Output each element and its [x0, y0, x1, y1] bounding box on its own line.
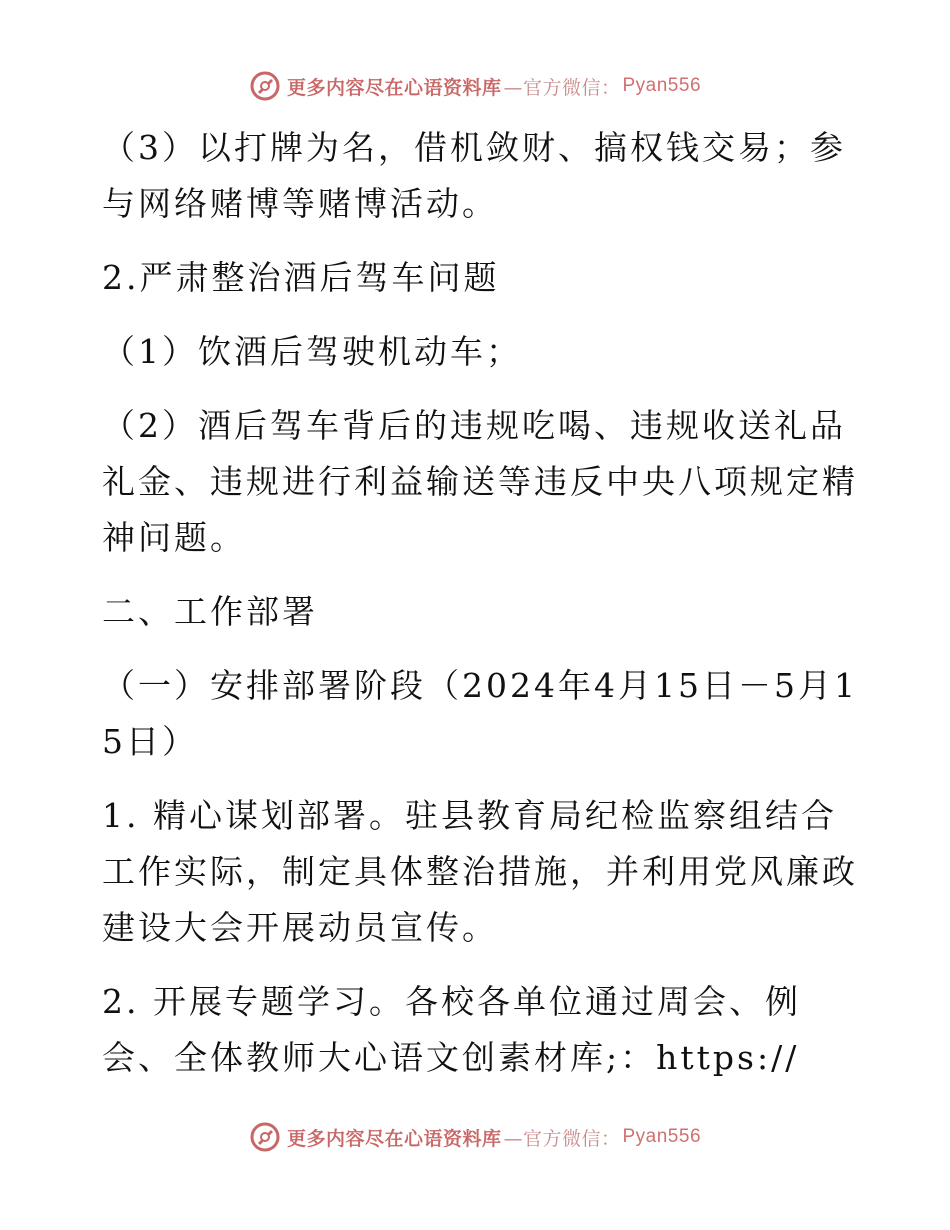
logo-icon	[249, 1121, 281, 1153]
paragraph-6: （一）安排部署阶段（2024年4月15日－5月15日）	[102, 666, 858, 761]
watermark-wechat-id: Pyan556	[622, 75, 702, 96]
header-watermark	[0, 70, 950, 102]
footer-watermark	[0, 1121, 950, 1153]
paragraph-3: （1）饮酒后驾驶机动车；	[102, 332, 522, 371]
paragraph-8: 2. 开展专题学习。各校各单位通过周会、例会、全体教师大心语文创素材库;：https://	[102, 982, 801, 1077]
logo-icon	[249, 70, 281, 102]
paragraph-2: 2.严肃整治酒后驾车问题	[102, 258, 500, 297]
section-heading-2: 二、工作部署	[102, 592, 318, 631]
watermark-main-text: 更多内容尽在心语资料库	[286, 76, 502, 99]
paragraph-1: （3）以打牌为名，借机敛财、搞权钱交易；参与网络赌博等赌博活动。	[102, 128, 846, 223]
watermark-sub-text: —官方微信：	[503, 76, 621, 99]
watermark-main-text: 更多内容尽在心语资料库	[286, 1127, 502, 1150]
watermark-sub-text: —官方微信：	[503, 1127, 621, 1150]
paragraph-4: （2）酒后驾车背后的违规吃喝、违规收送礼品礼金、违规进行利益输送等违反中央八项规定精神问题。	[102, 406, 858, 557]
watermark-wechat-id: Pyan556	[622, 1126, 702, 1147]
document-body	[98, 120, 858, 1104]
paragraph-7: 1. 精心谋划部署。驻县教育局纪检监察组结合工作实际，制定具体整治措施，并利用党风廉政建设大会开展动员宣传。	[102, 796, 858, 947]
